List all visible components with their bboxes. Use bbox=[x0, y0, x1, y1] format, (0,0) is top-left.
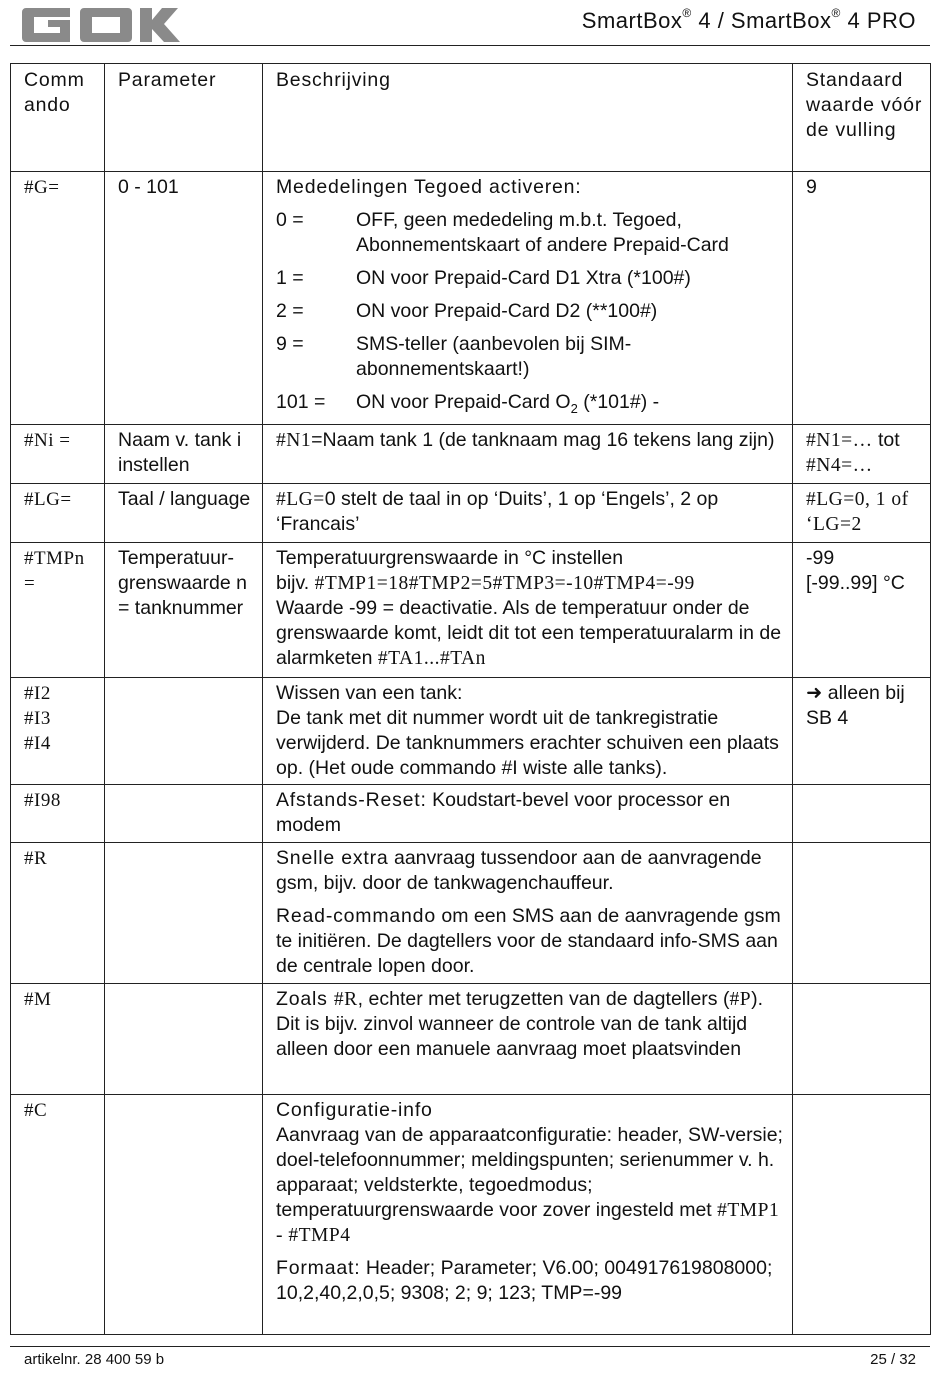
command-cell: #Ni = bbox=[11, 424, 105, 483]
command-cell: #G= bbox=[11, 172, 105, 425]
command-cell: #TMPn = bbox=[11, 542, 105, 677]
default-cell: #LG=0, 1 of ‘LG=2 bbox=[793, 483, 931, 542]
command-cell: #M bbox=[11, 983, 105, 1094]
description-cell: Wissen van een tank: De tank met dit nummer wordt uit de tankregistratie verwijderd. De tanknummers erachter schuiven een plaats op. (Het oude commando #I wiste alle tanks). bbox=[263, 677, 793, 784]
command-cell: #I98 bbox=[11, 784, 105, 842]
description-cell: Configuratie-info Aanvraag van de apparaatconfiguratie: header, SW-versie; doel-telefoonnummer; meldingspunten; serienummer v. h. apparaat; veldsterkte, tegoedmodus; temperatuurgrenswaarde voor zover ingesteld met #TMP1 - #TMP4 Formaat: Header; Parameter; V6.00; 004917619808000; 10,2,40,2,0,5; 9308; 2; 9; 123; TMP=-99 bbox=[263, 1094, 793, 1334]
description-cell: Snelle extra aanvraag tussendoor aan de aanvragende gsm, bijv. door de tankwagenchauffeur. Read-commando om een SMS aan de aanvragende gsm te initiëren. De dagtellers voor de standaard info-SMS aan de centrale lopen door. bbox=[263, 842, 793, 983]
command-table bbox=[10, 63, 931, 1335]
description-cell: #N1=Naam tank 1 (de tanknaam mag 16 tekens lang zijn) bbox=[263, 424, 793, 483]
table-row bbox=[11, 983, 931, 1094]
default-cell: ➜ alleen bij SB 4 bbox=[793, 677, 931, 784]
option-item: 1 = ON voor Prepaid-Card D1 Xtra (*100#) bbox=[276, 267, 691, 289]
header-default: Standaard waarde vóór de vulling bbox=[793, 64, 931, 172]
table-row bbox=[11, 677, 931, 784]
parameter-cell bbox=[105, 842, 263, 983]
document-title: SmartBox® 4 / SmartBox® 4 PRO bbox=[581, 5, 916, 33]
page-number: 25 / 32 bbox=[870, 1351, 916, 1368]
header-divider bbox=[10, 45, 930, 46]
parameter-cell: Temperatuur-grenswaarde n = tanknummer bbox=[105, 542, 263, 677]
default-cell bbox=[793, 784, 931, 842]
article-number: artikelnr. 28 400 59 b bbox=[24, 1351, 165, 1368]
parameter-cell bbox=[105, 784, 263, 842]
parameter-cell: 0 - 101 bbox=[105, 172, 263, 425]
description-cell: #LG=0 stelt de taal in op ‘Duits’, 1 op ‘Engels’, 2 op ‘Francais’ bbox=[263, 483, 793, 542]
table-row bbox=[11, 842, 931, 983]
option-item: 101 = ON voor Prepaid-Card $O_2$ (*101#) - bbox=[276, 391, 660, 416]
table-row bbox=[11, 542, 931, 677]
default-cell bbox=[793, 983, 931, 1094]
default-cell bbox=[793, 842, 931, 983]
parameter-cell bbox=[105, 677, 263, 784]
parameter-cell: Taal / language bbox=[105, 483, 263, 542]
default-cell: #N1=… tot #N4=… bbox=[793, 424, 931, 483]
header-command: Comm ando bbox=[11, 64, 105, 172]
option-item: 9 = SMS-teller (aanbevolen bij SIM-abonnementskaart!) bbox=[276, 333, 632, 380]
table-row bbox=[11, 483, 931, 542]
description-cell bbox=[263, 172, 793, 425]
header-description: Beschrijving bbox=[263, 64, 793, 172]
parameter-cell: Naam v. tank i instellen bbox=[105, 424, 263, 483]
description-cell: Zoals #R, echter met terugzetten van de dagtellers (#P). Dit is bijv. zinvol wanneer de controle van de tank altijd alleen door een manuele aanvraag moet plaatsvinden bbox=[263, 983, 793, 1094]
table-row bbox=[11, 172, 931, 425]
default-cell bbox=[793, 1094, 931, 1334]
command-cell: #C bbox=[11, 1094, 105, 1334]
table-header-row bbox=[11, 64, 931, 172]
description-cell: Afstands-Reset: Koudstart-bevel voor processor en modem bbox=[263, 784, 793, 842]
option-item: 0 = OFF, geen mededeling m.b.t. Tegoed, Abonnementskaart of andere Prepaid-Card bbox=[276, 209, 729, 256]
command-cell: #I2 #I3 #I4 bbox=[11, 677, 105, 784]
default-cell: -99 [-99..99] °C bbox=[793, 542, 931, 677]
gok-logo bbox=[22, 8, 200, 42]
description-title: Mededelingen Tegoed activeren: bbox=[276, 176, 582, 198]
table-row bbox=[11, 784, 931, 842]
table-row bbox=[11, 1094, 931, 1334]
command-cell: #R bbox=[11, 842, 105, 983]
table-row bbox=[11, 424, 931, 483]
header-parameter: Parameter bbox=[105, 64, 263, 172]
default-cell: 9 bbox=[793, 172, 931, 425]
description-cell: Temperatuurgrenswaarde in °C instellen bijv. #TMP1=18#TMP2=5#TMP3=-10#TMP4=-99 Waarde -99 = deactivatie. Als de temperatuur onder de grenswaarde komt, leidt dit tot een temperatuuralarm in de alarmketen #TA1...#TAn bbox=[263, 542, 793, 677]
parameter-cell bbox=[105, 983, 263, 1094]
option-item: 2 = ON voor Prepaid-Card D2 (**100#) bbox=[276, 300, 658, 322]
command-cell: #LG= bbox=[11, 483, 105, 542]
parameter-cell bbox=[105, 1094, 263, 1334]
footer-divider bbox=[10, 1346, 930, 1347]
